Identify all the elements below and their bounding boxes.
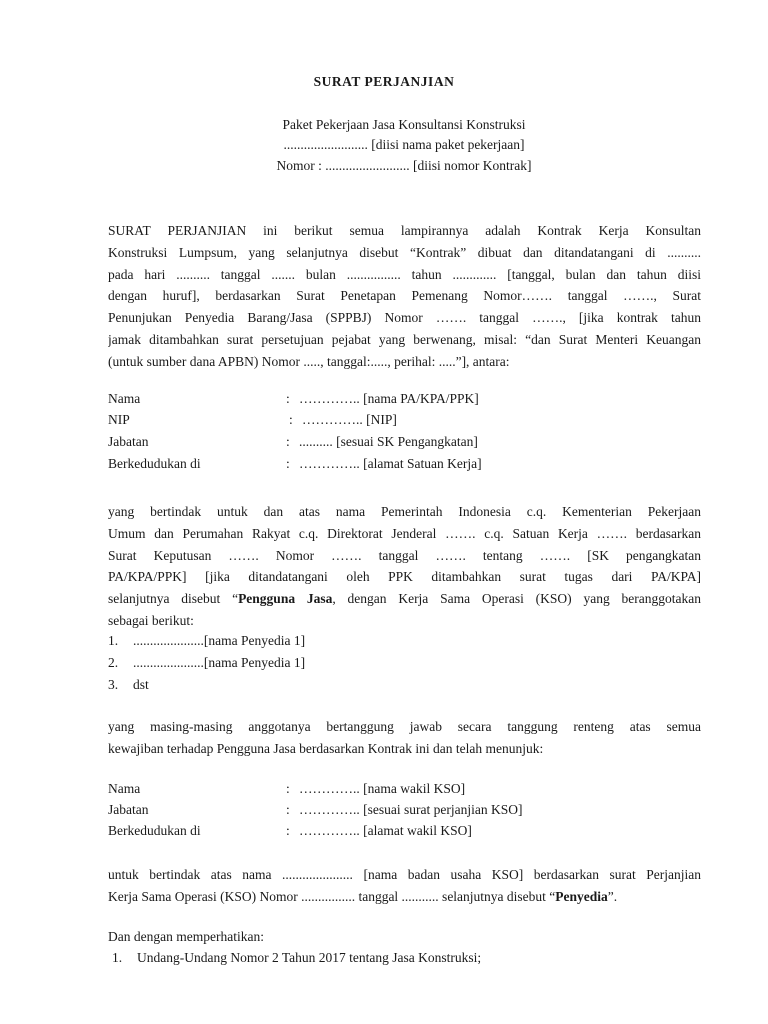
- list-number: 3.: [108, 677, 119, 692]
- role-before: Kerja Sama Operasi (KSO) Nomor ................ tanggal ........... selanjutnya disebut “: [108, 888, 556, 904]
- intro-paragraph: [108, 220, 701, 373]
- field-label: Jabatan: [108, 802, 149, 817]
- package-placeholder-line: ......................... [diisi nama paket pekerjaan]: [283, 137, 525, 152]
- field-separator: :: [286, 823, 290, 838]
- party2-paragraph: [108, 864, 701, 908]
- list-text: Undang-Undang Nomor 2 Tahun 2017 tentang Jasa Konstruksi;: [137, 950, 482, 965]
- list-text: dst: [133, 677, 149, 692]
- intro-line: dengan huruf], berdasarkan Surat Penetapan Pemenang Nomor……. tanggal ……., Surat: [108, 288, 701, 304]
- intro-line: pada hari .......... tanggal ....... bulan ................ tahun ............. [tanggal, bulan dan tahun diisi: [108, 266, 701, 282]
- field-separator: :: [286, 802, 290, 817]
- field-label: Nama: [108, 391, 141, 406]
- intro-line: Konstruksi Lumpsum, yang selanjutnya disebut “Kontrak” dibuat dan ditandatangani di ..........: [108, 244, 701, 260]
- intro-line: (untuk sumber dana APBN) Nomor ....., tanggal:....., perihal: .....”], antara:: [108, 353, 510, 369]
- considering-heading: Dan dengan memperhatikan:: [108, 929, 264, 944]
- party2-role-line: [108, 886, 701, 908]
- field-label: Berkedudukan di: [108, 823, 201, 838]
- list-number: 1.: [112, 950, 123, 965]
- intro-line: Penunjukan Penyedia Barang/Jasa (SPPBJ) Nomor ……. tanggal ……., [jika kontrak tahun: [108, 310, 701, 326]
- field-label: Berkedudukan di: [108, 456, 201, 471]
- role-pengguna-jasa: Pengguna Jasa: [238, 591, 333, 607]
- list-number: 2.: [108, 655, 119, 670]
- party1-line: yang bertindak untuk dan atas nama Pemerintah Indonesia c.q. Kementerian Pekerjaan: [108, 504, 701, 519]
- party1-paragraph: [108, 501, 701, 632]
- party1-line: sebagai berikut:: [108, 612, 194, 628]
- role-after: ”.: [607, 888, 618, 904]
- kso-line: yang masing-masing anggotanya bertanggung jawab secara tanggung renteng atas semua: [108, 719, 701, 734]
- field-label: Nama: [108, 781, 141, 796]
- document-title: SURAT PERJANJIAN: [313, 74, 455, 89]
- field-value: ………….. [alamat wakil KSO]: [299, 823, 472, 838]
- field-label: Jabatan: [108, 434, 149, 449]
- role-penyedia: Penyedia: [555, 888, 608, 904]
- intro-line: SURAT PERJANJIAN ini berikut semua lampirannya adalah Kontrak Kerja Konsultan: [108, 223, 701, 238]
- field-value: ………….. [NIP]: [302, 412, 397, 427]
- field-separator: :: [289, 412, 293, 427]
- party1-line: Umum dan Perumahan Rakyat c.q. Direktorat Jenderal ……. c.q. Satuan Kerja ……. berdasarkan: [108, 525, 701, 541]
- field-separator: :: [286, 391, 290, 406]
- package-name-line: Paket Pekerjaan Jasa Konsultansi Konstruksi: [282, 117, 526, 132]
- field-value: ………….. [sesuai surat perjanjian KSO]: [299, 802, 523, 817]
- field-separator: :: [286, 434, 290, 449]
- list-text: .....................[nama Penyedia 1]: [133, 633, 306, 648]
- contract-number-line: Nomor : ......................... [diisi nomor Kontrak]: [276, 158, 532, 173]
- field-value: ………….. [nama PA/KPA/PPK]: [299, 391, 479, 406]
- role-before: selanjutnya disebut “: [108, 591, 239, 607]
- party1-line: Surat Keputusan ……. Nomor ……. tanggal ……. tentang ……. [SK pengangkatan: [108, 547, 701, 563]
- field-value: ………….. [alamat Satuan Kerja]: [299, 456, 482, 471]
- field-value: .......... [sesuai SK Pengangkatan]: [299, 434, 478, 449]
- list-number: 1.: [108, 633, 119, 648]
- party1-line: PA/KPA/PPK] [jika ditandatangani oleh PPK ditambahkan surat tugas dari PA/KPA]: [108, 569, 701, 585]
- field-label: NIP: [108, 412, 130, 427]
- kso-line: kewajiban terhadap Pengguna Jasa berdasarkan Kontrak ini dan telah menunjuk:: [108, 740, 544, 756]
- field-value: ………….. [nama wakil KSO]: [299, 781, 466, 796]
- field-separator: :: [286, 456, 290, 471]
- role-after: , dengan Kerja Sama Operasi (KSO) yang beranggotakan: [332, 591, 701, 607]
- kso-paragraph: [108, 716, 701, 760]
- field-separator: :: [286, 781, 290, 796]
- list-text: .....................[nama Penyedia 1]: [133, 655, 306, 670]
- intro-line: jamak ditambahkan surat persetujuan pejabat yang berwenang, misal: “dan Surat Menteri Keuangan: [108, 331, 701, 347]
- party2-line: untuk bertindak atas nama ..................... [nama badan usaha KSO] berdasarkan surat Perjanjian: [108, 867, 701, 882]
- party1-role-line: [108, 588, 701, 610]
